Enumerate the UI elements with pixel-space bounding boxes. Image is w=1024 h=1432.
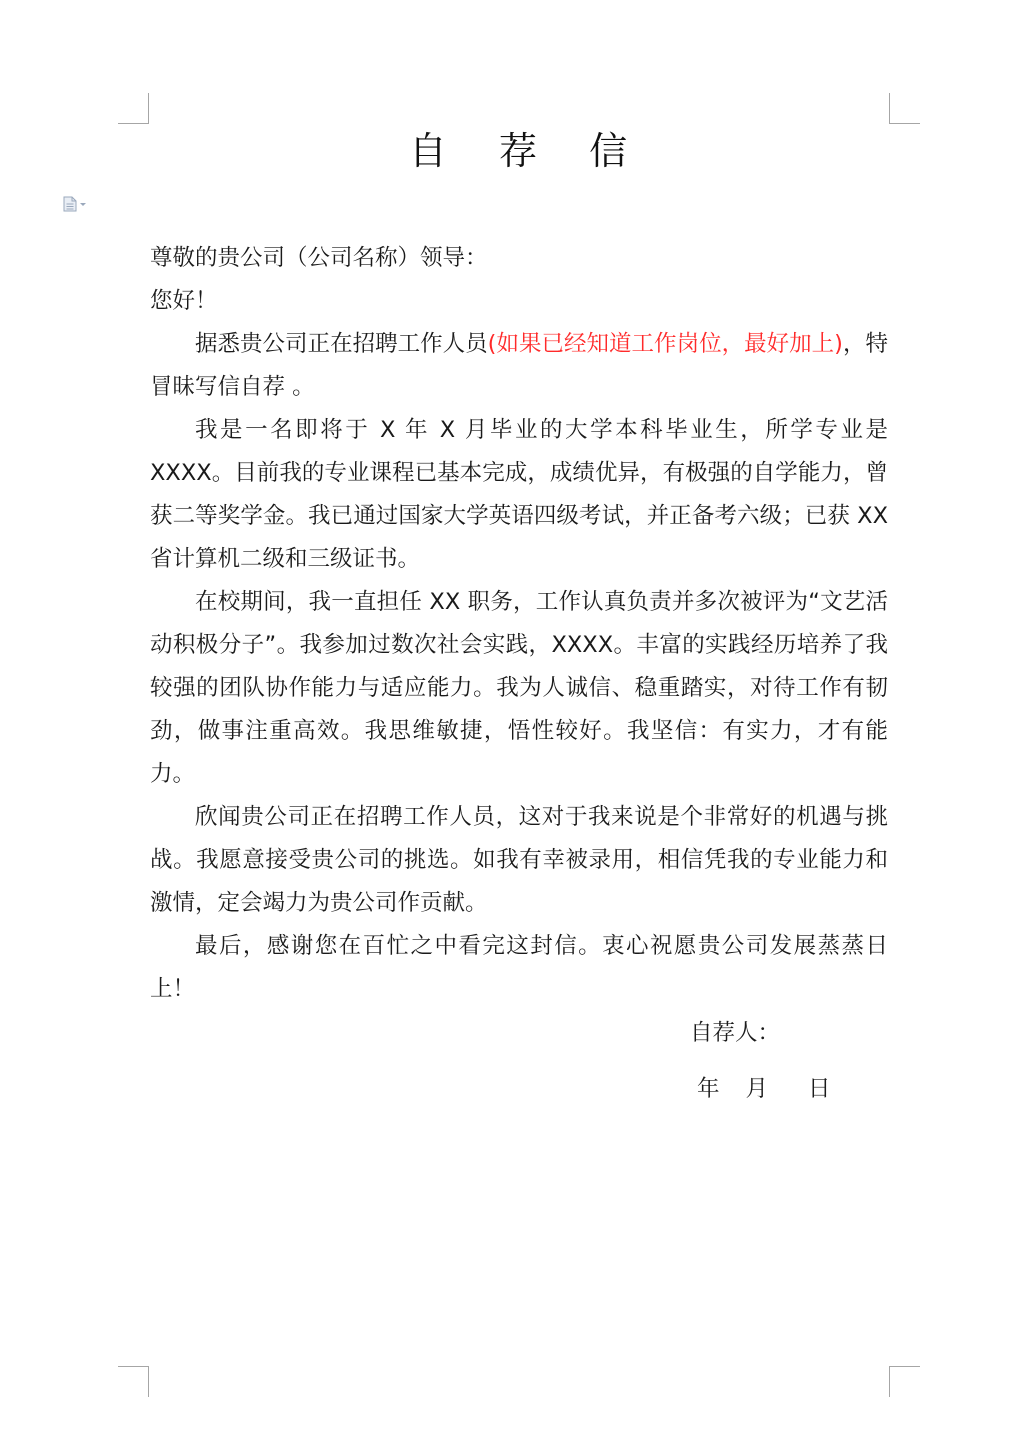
paragraph-education: 我是一名即将于 X 年 X 月毕业的大学本科毕业生，所学专业是 XXXX。目前我的专业课程已基本完成，成绩优异，有极强的自学能力，曾获二等奖学金。我已通过国家大学英语四级考试，并正备考六级；已获 XX 省计算机二级和三级证书。 bbox=[150, 417, 888, 572]
signature-line: 自荐人： bbox=[690, 1020, 781, 1046]
crop-mark-top-right bbox=[889, 93, 920, 124]
crop-mark-top-left bbox=[118, 93, 149, 124]
letter-body bbox=[150, 237, 888, 1011]
letter-title: 自 荐 信 bbox=[408, 129, 648, 173]
intro-tail: ，特冒昧写信自荐 。 bbox=[150, 331, 888, 400]
greeting: 您好！ bbox=[150, 288, 218, 314]
paragraph-closing: 最后，感谢您在百忙之中看完这封信。衷心祝愿贵公司发展蒸蒸日上！ bbox=[150, 933, 888, 1002]
intro-lead: 据悉贵公司正在招聘工作人员 bbox=[195, 331, 488, 357]
page-icon bbox=[63, 196, 77, 212]
document-icon[interactable] bbox=[63, 196, 89, 212]
crop-mark-bottom-right bbox=[889, 1366, 920, 1397]
paragraph-opportunity: 欣闻贵公司正在招聘工作人员，这对于我来说是个非常好的机遇与挑战。我愿意接受贵公司的挑选。如我有幸被录用，相信凭我的专业能力和激情，定会竭力为贵公司作贡献。 bbox=[150, 804, 888, 916]
chevron-down-icon bbox=[80, 203, 86, 206]
crop-mark-bottom-left bbox=[118, 1366, 149, 1397]
paragraph-campus: 在校期间，我一直担任 XX 职务，工作认真负责并多次被评为“文艺活动积极分子”。我参加过数次社会实践，XXXX。丰富的实践经历培养了我较强的团队协作能力与适应能力。我为人诚信、稳重踏实，对待工作有韧劲，做事注重高效。我思维敏捷，悟性较好。我坚信：有实力，才有能力。 bbox=[150, 589, 888, 787]
date-month: 月 bbox=[745, 1076, 769, 1102]
date-day: 日 bbox=[808, 1076, 831, 1102]
salutation: 尊敬的贵公司（公司名称）领导： bbox=[150, 245, 488, 271]
paragraph-intro bbox=[150, 323, 888, 409]
intro-note: (如果已经知道工作岗位，最好加上) bbox=[487, 331, 843, 357]
date-year: 年 bbox=[697, 1076, 720, 1102]
date-line bbox=[697, 1069, 831, 1109]
